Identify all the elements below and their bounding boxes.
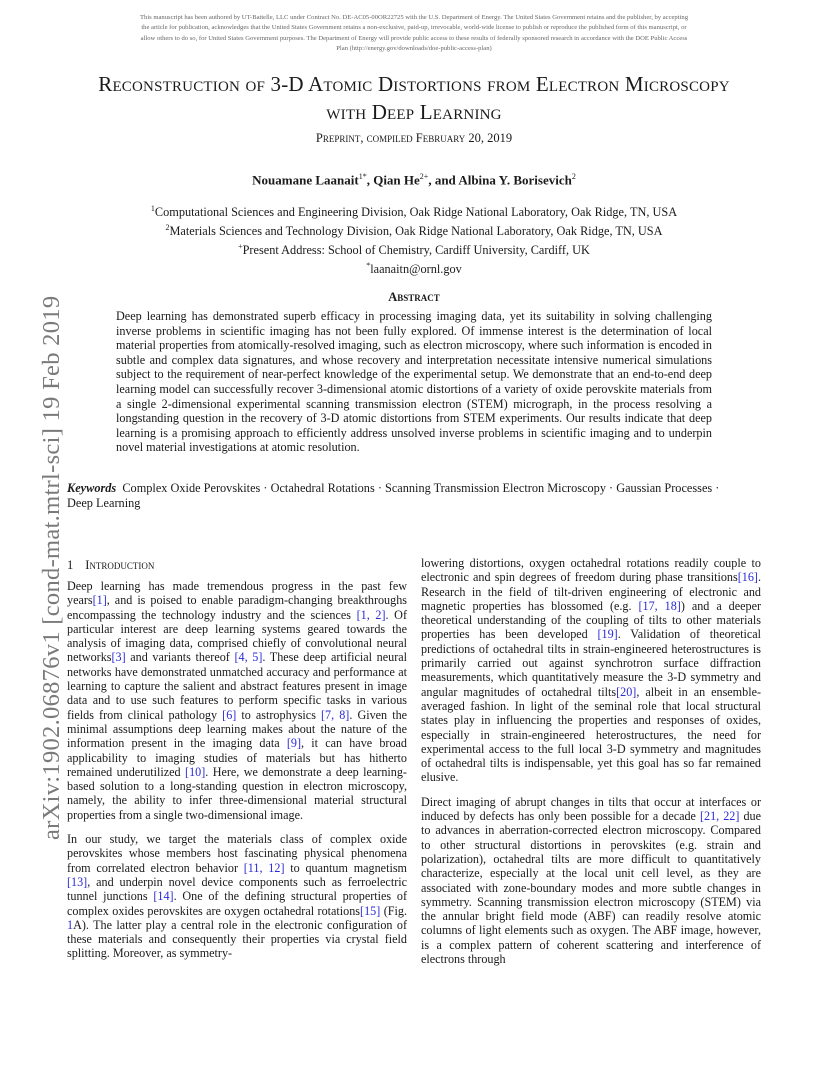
paragraph-text: . Of particular interest are deep learning systems geared towards the analysis of imaging data, comprised chiefly of convolutional neural networks (67, 607, 407, 665)
paragraph-text: ) and a deeper theoretical understanding of the coupling of tilts to other materials properties has been developed (421, 598, 761, 642)
paragraph-text: . One of the defining structural properties of complex oxides perovskites are oxygen octahedral rotations (67, 889, 407, 918)
citation-link[interactable]: 1 (67, 917, 74, 932)
citation-link[interactable]: [3] (111, 650, 126, 665)
paragraph (421, 556, 761, 785)
paragraph-text: , albeit in an ensemble-averaged fashion. In light of the seminal role that local structural states play in influencing the properties and responses of oxides, especially in strain-engineered heterostructures, the need for experimental access to the full local 3-D symmetry and magnitudes of octahedral tilts is indispensable, yet this goal has so far remained elusive. (421, 684, 762, 785)
paragraph (67, 579, 407, 822)
author-list (60, 172, 768, 188)
paragraph-text: A). The latter play a central role in the electronic configuration of these materials and consequently their properties via crystal field splitting. Moreover, as symmetry- (67, 917, 407, 961)
affiliation-line (60, 220, 768, 239)
paragraph-text: due to advances in aberration-corrected electron microscopy. Compared to other structural distortions in perovskites (e.g. strain and polarization), octahedral tilts are more difficult to quantitatively characterize, especially at the local unit cell level, as they are associated with zone-boundary modes and more subtle changes in symmetry. Scanning transmission electron microscopy (STEM) via the annular bright field mode (ABF) can readily resolve atomic columns of light elements such as oxygen. The ABF image, however, is a complex pattern of coherent scattering and interference of electrons through (421, 809, 761, 967)
citation-link[interactable]: [6] (222, 707, 237, 722)
paragraph (421, 795, 761, 967)
paragraph-text: Deep learning has made tremendous progress in the past few years (67, 579, 407, 608)
citation-link[interactable]: [11, 12] (243, 860, 285, 875)
paragraph-text: (Fig. (380, 903, 407, 918)
body-column-right (421, 556, 761, 966)
affiliation-mark: 2 (165, 223, 170, 233)
author-name: Albina Y. Borisevich (458, 172, 572, 188)
paragraph-text: . Research in the field of tilt-driven engineering of electronic and magnetic properties has blossomed (e.g. (421, 570, 761, 613)
author-separator: , and (428, 172, 459, 188)
paragraph-text: lowering distortions, oxygen octahedral rotations readily couple to electronic and spin degrees of freedom during phase transitions (421, 556, 761, 585)
citation-link[interactable]: [20] (616, 684, 637, 699)
paragraph-text: In our study, we target the materials class of complex oxide perovskites whose members host fascinating physical phenomena from correlated electron behavior (67, 832, 407, 875)
keywords-label: Keywords (67, 481, 117, 495)
author-separator: , (366, 172, 374, 188)
section-number: 1 (67, 558, 74, 572)
citation-link[interactable]: [7, 8] (321, 707, 350, 722)
affiliation-text: Present Address: School of Chemistry, Cardiff University, Cardiff, UK (242, 243, 590, 258)
body-column-left (67, 579, 407, 961)
paragraph-text: . These deep artificial neural networks have demonstrated unmatched accuracy and performance at learning to capture the salient and abstract features present in image data and to use such features to perform specific tasks in various fields from clinical pathology (67, 650, 408, 722)
keywords-block (67, 481, 739, 511)
abstract-heading: Abstract (388, 290, 440, 304)
affiliation-mark: + (238, 242, 243, 252)
citation-link[interactable]: [9] (286, 736, 302, 751)
author-name: Nouamane Laanait (252, 172, 359, 188)
affiliation-list (60, 201, 768, 277)
affiliation-line (60, 201, 768, 220)
paragraph-text: , and underpin novel device components such as ferroelectric tunnel junctions (67, 874, 407, 904)
affiliation-mark: 1 (150, 204, 155, 213)
copyright-notice: This manuscript has been authored by UT-Battelle, LLC under Contract No. DE-AC05-00OR22725 with the U.S. Department of Energy. The United States Government retains and the publisher, by accepting the article for publication, acknowledges that the United States Government retains a non-exclusive, paid-up, irrevocable, world-wide license to publish or reproduce the published form of this manuscript, or allow others to do so, for United States Government purposes. The Department of Energy will provide public access to these results of federally sponsored research in accordance with the DOE Public Access Plan (http://energy.gov/downloads/doe-public-access-plan) (140, 14, 688, 52)
citation-link[interactable]: [1] (92, 593, 107, 608)
section-title: Introduction (85, 558, 155, 572)
preprint-date: Preprint, compiled February 20, 2019 (315, 131, 513, 145)
affiliation-mark: * (366, 261, 371, 271)
arxiv-identifier-stamp[interactable]: arXiv:1902.06876v1 [cond-mat.mtrl-sci] 19 Feb 2019 (38, 295, 65, 840)
affiliation-text: Materials Sciences and Technology Division, Oak Ridge National Laboratory, Oak Ridge, TN, USA (169, 224, 663, 239)
abstract-body: Deep learning has demonstrated superb efficacy in processing imaging data, yet its suitability in solving challenging inverse problems in scientific imaging has not been fully explored. Of immense interest is the determination of local material properties from atomically-resolved imaging, such as electron microscopy, where such information is encoded in subtle and complex data signatures, and whose recovery and interpretation necessitate intensive numerical simulations subject to the requirement of near-perfect knowledge of the experimental setup. We demonstrate that an end-to-end deep learning model can successfully recover 3-dimensional atomic distortions of a variety of oxide perovskite materials from a single 2-dimensional experimental scanning transmission electron (STEM) micrograph, in the process resolving a longstanding question in the recovery of 3-D atomic distortions from STEM experiments. Our results indicate that deep learning is a promising approach to efficiently address unsolved inverse problems in scientific imaging and to underpin novel material investigations at atomic resolution. (116, 309, 712, 455)
section-heading (67, 558, 154, 573)
title-line-2: with Deep Learning (326, 100, 502, 124)
paper-title (60, 70, 768, 126)
paragraph-text: and variants thereof (125, 650, 235, 665)
citation-link[interactable]: [16] (737, 570, 758, 585)
paragraph-text: to astrophysics (236, 707, 321, 722)
paragraph-text: Direct imaging of abrupt changes in tilts that occur at interfaces or induced by defects has only been possible for a decade (421, 794, 761, 824)
affiliation-text: Computational Sciences and Engineering Division, Oak Ridge National Laboratory, Oak Ridge, TN, USA (154, 205, 678, 220)
paragraph-text: . Validation of theoretical predictions of octahedral tilts in strain-engineered heterostructures is primarily carried out against synchrotron surface diffraction measurements, which quantitatively measure the 3-D symmetry and angular magnitudes of octahedral tilts (421, 627, 761, 699)
paragraph-text: to quantum magnetism (284, 860, 407, 875)
paragraph-text: , it can have broad applicability to imaging studies of materials but has hitherto remained underutilized (67, 736, 407, 779)
paragraph-text: , and is poised to enable paradigm-changing breakthroughs encompassing the technology industry and the sciences (67, 593, 407, 622)
citation-link[interactable]: [15] (360, 903, 381, 918)
author-affiliation-mark: 2+ (419, 172, 429, 181)
affiliation-line (60, 258, 768, 277)
citation-link[interactable]: [1, 2] (356, 607, 386, 622)
keywords-list: Complex Oxide Perovskites · Octahedral Rotations · Scanning Transmission Electron Microscopy · Gaussian Processes · Deep Learning (67, 481, 720, 510)
author-affiliation-mark: 2 (571, 172, 576, 181)
title-line-1: Reconstruction of 3-D Atomic Distortions from Electron Microscopy (98, 72, 730, 96)
citation-link[interactable]: [17, 18] (638, 598, 681, 613)
paragraph (67, 832, 407, 961)
paragraph-text: . Here, we demonstrate a deep learning-based solution to a long-standing question in electron microscopy, namely, the ability to infer three-dimensional material structural properties from a single two-dimensional image. (67, 764, 407, 822)
citation-link[interactable]: [19] (597, 627, 618, 642)
citation-link[interactable]: [14] (153, 889, 174, 904)
citation-link[interactable]: [21, 22] (699, 809, 740, 824)
author-name: Qian He (373, 172, 420, 188)
citation-link[interactable]: [13] (67, 874, 88, 889)
citation-link[interactable]: [10] (185, 764, 206, 779)
affiliation-line (60, 239, 768, 258)
citation-link[interactable]: [4, 5] (234, 650, 263, 665)
contact-email[interactable]: laanaitn@ornl.gov (370, 262, 462, 277)
author-affiliation-mark: 1* (358, 172, 367, 181)
paragraph-text: . Given the minimal assumptions deep learning makes about the nature of the information present in the imaging data (67, 707, 408, 751)
